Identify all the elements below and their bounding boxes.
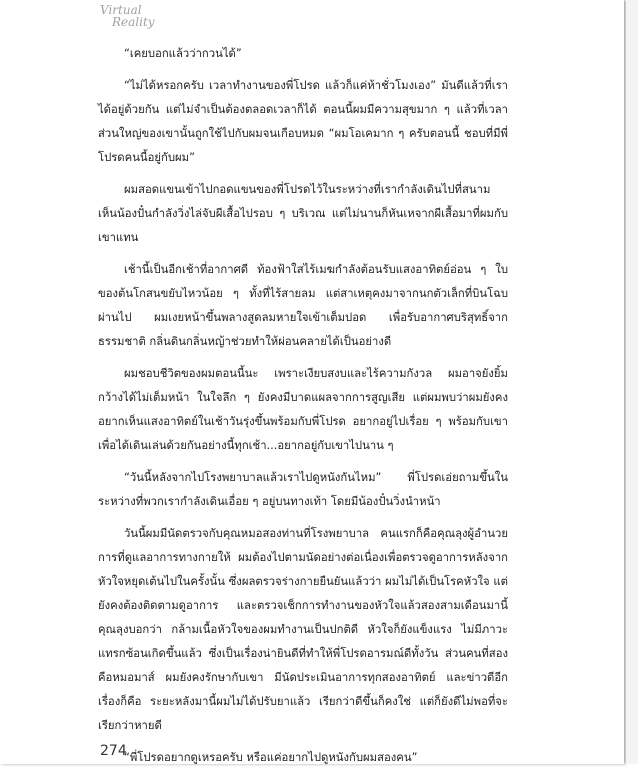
paragraph-7: วันนี้ผมมีนัดตรวจกับคุณหมอสองท่านที่โรงพยาบาล คนแรกก็คือคุณลุงผู้อำนวยการที่ดูแลอาการทางกายให้ ผมต้องไปตามนัดอย่างต่อเนื่องเพื่อตรวจดูอาการหลังจากหัวใจหยุดเต้นไปในครั้งนั้น ซึ่งผลตรวจร่างกายยืนยันแล้วว่า ผมไม่ได้เป็นโรคหัวใจ แต่ยังคงต้องติดตามดูอาการ และตรวจเช็กการทำงานของหัวใจแล้วสองสามเดือนมานี้คุณลุงบอกว่า กล้ามเนื้อหัวใจของผมทำงานเป็นปกติดี หัวใจก็ยังแข็งแรง ไม่มีภาวะแทรกซ้อนเกิดขึ้นแล้ว ซึ่งเป็นเรื่องน่ายินดีที่ทำให้พี่โปรดอารมณ์ดีทั้งวัน ส่วนคนที่สองคือหมอมาส์ ผมยังคงรักษากับเขา มีนัดประเมินอาการทุกสองอาทิตย์ และข่าวดีอีกเรื่องก็คือ ระยะหลังมานี้ผมไม่ได้ปรับยาแล้ว เรียกว่าดีขึ้นก็คงใช่ แต่ก็ยังดีไม่พอที่จะเรียกว่าหายดี [98, 527, 508, 732]
page-edge [626, 0, 638, 764]
text-body [98, 42, 508, 778]
page-number: 274 [100, 743, 127, 759]
paragraph-8: “พี่โปรดอยากดูเหรอครับ หรือแค่อยากไปดูหนังกับผมสองคน” [124, 751, 418, 764]
logo-line-2: Reality [112, 15, 155, 29]
paragraph-1: “เคยบอกแล้วว่ากวนได้” [124, 47, 242, 60]
paragraph-3: ผมสอดแขนเข้าไปกอดแขนของพี่โปรดไว้ในระหว่างที่เรากำลังเดินไปที่สนาม เห็นน้องปั๋นกำลังวิ่งไล่จับผีเสื้อไปรอบ ๆ บริเวณ แต่ไม่นานก็หันเหจากผีเสื้อมาที่ผมกับเขาแทน [98, 183, 508, 244]
paragraph-5: ผมชอบชีวิตของผมตอนนี้นะ เพราะเงียบสงบและไร้ความกังวล ผมอาจยังยิ้มกว้างได้ไม่เต็มหน้า ในใจลึก ๆ ยังคงมีบาดแผลจากการสูญเสีย แต่ผมพบว่าผมยังคงอยากเห็นแสงอาทิตย์ในเช้าวันรุ่งขึ้นพร้อมกับพี่โปรด อยากอยู่ไปเรื่อย ๆ พร้อมกับเขา เพื่อได้เดินเล่นด้วยกันอย่างนี้ทุกเช้า...อยากอยู่กับเขาไปนาน ๆ [98, 367, 508, 452]
paragraph-4: เช้านี้เป็นอีกเช้าที่อากาศดี ท้องฟ้าใสไร้เมฆกำลังต้อนรับแสงอาทิตย์อ่อน ๆ ใบของต้นโกสนขยับไหวน้อย ๆ ทั้งที่ไร้สายลม แต่สาเหตุคงมาจากนกตัวเล็กที่บินโฉบผ่านไป ผมเงยหน้าขึ้นพลางสูดลมหายใจเข้าเต็มปอด เพื่อรับอากาศบริสุทธิ์จากธรรมชาติ กลิ่นดินกลิ่นหญ้าช่วยทำให้ผ่อนคลายได้เป็นอย่างดี [98, 263, 508, 348]
paragraph-2: “ไม่ได้หรอกครับ เวลาทำงานของพี่โปรด แล้วก็แค่ห้าชั่วโมงเอง” มันดีแล้วที่เราได้อยู่ด้วยกัน แต่ไม่จำเป็นต้องตลอดเวลาก็ได้ ตอนนี้ผมมีความสุขมาก ๆ แล้วที่เวลาส่วนใหญ่ของเขานั้นถูกใช้ไปกับผมจนเกือบหมด “ผมโอเคมาก ๆ ครับตอนนี้ ชอบที่มีพี่โปรดคนนี้อยู่กับผม” [98, 79, 508, 164]
logo-line-1: Virtual [100, 3, 142, 17]
paragraph-6: “วันนี้หลังจากไปโรงพยาบาลแล้วเราไปดูหนังกันไหม” พี่โปรดเอ่ยถามขึ้นในระหว่างที่พวกเรากำลังเดินเอื่อย ๆ อยู่บนทางเท้า โดยมีน้องปั๋นวิ่งนำหน้า [98, 471, 508, 508]
